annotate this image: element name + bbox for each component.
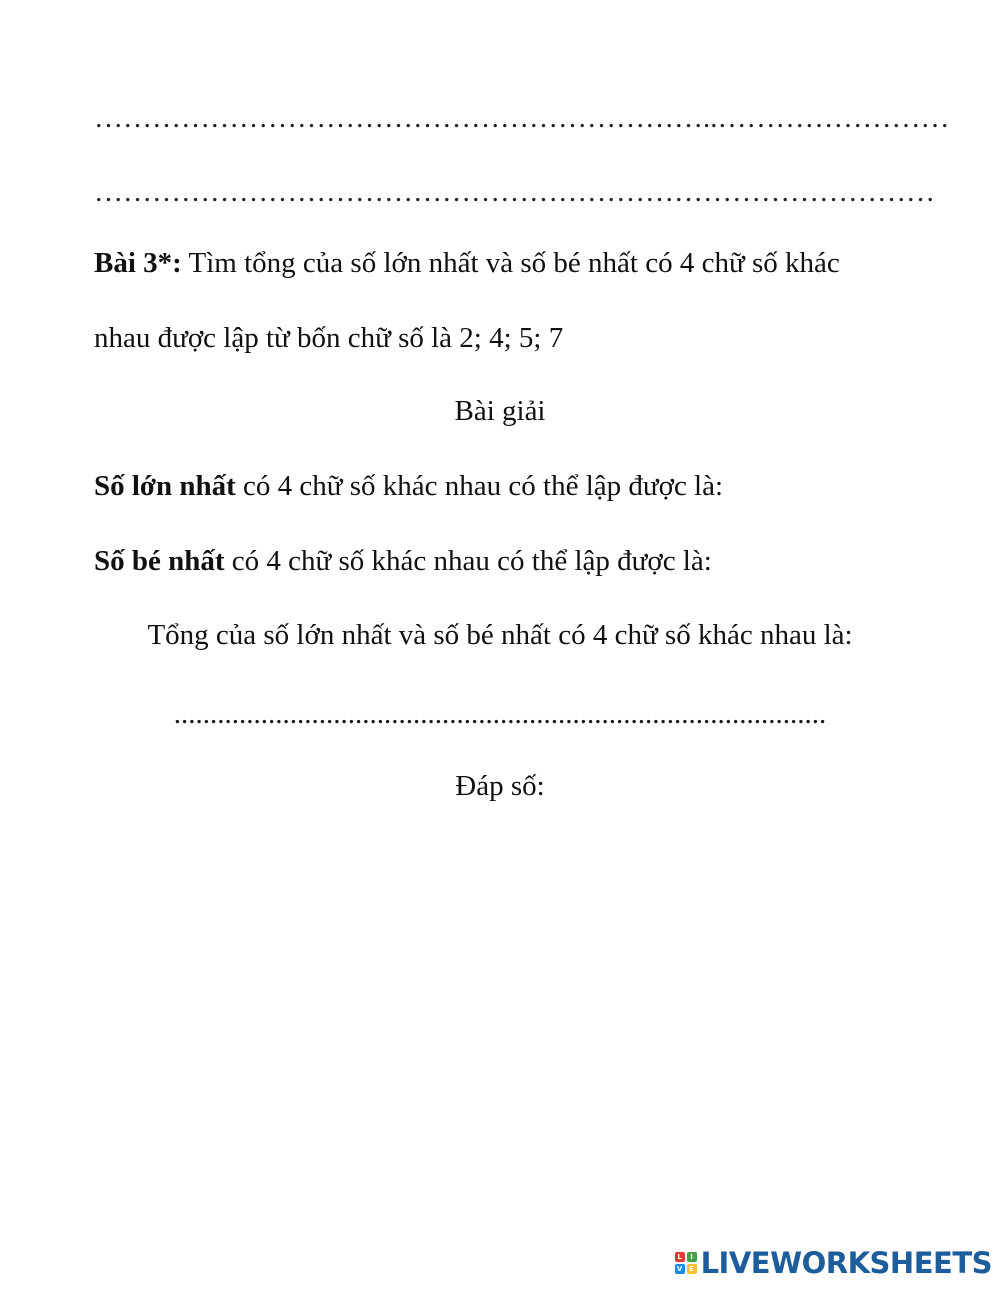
logo-block-e: E	[687, 1264, 697, 1274]
smallest-number-text: có 4 chữ số khác nhau có thể lập được là:	[224, 545, 712, 577]
dotted-answer-line-2: ……………………………………………………………………………	[94, 176, 935, 208]
largest-number-text: có 4 chữ số khác nhau có thể lập được là:	[235, 470, 724, 502]
exercise-prompt-line-2: nhau được lập từ bốn chữ số là 2; 4; 5; 7	[94, 322, 564, 354]
exercise-prompt-line-1	[94, 245, 840, 281]
exercise-label: Bài 3*:	[94, 247, 182, 279]
logo-block-v: V	[675, 1264, 685, 1274]
answer-dotted-line: ..........................................................................................	[173, 698, 827, 730]
dotted-answer-line-1: ………………………………………………………..……………………	[94, 102, 950, 134]
largest-number-line	[94, 468, 723, 504]
logo-text: LIVEWORKSHEETS	[700, 1246, 992, 1280]
sum-statement: Tổng của số lớn nhất và số bé nhất có 4 chữ số khác nhau là:	[147, 619, 853, 651]
logo-block-i: I	[687, 1252, 697, 1262]
solution-heading: Bài giải	[454, 395, 546, 427]
final-answer-label: Đáp số:	[455, 770, 545, 802]
liveworksheets-logo	[675, 1245, 992, 1281]
logo-blocks-icon	[675, 1252, 697, 1274]
logo-block-l: L	[675, 1252, 685, 1262]
smallest-number-line	[94, 543, 712, 579]
smallest-number-label: Số bé nhất	[94, 545, 225, 577]
exercise-prompt-text-1: Tìm tổng của số lớn nhất và số bé nhất có 4 chữ số khác	[181, 247, 840, 279]
largest-number-label: Số lớn nhất	[94, 470, 236, 502]
